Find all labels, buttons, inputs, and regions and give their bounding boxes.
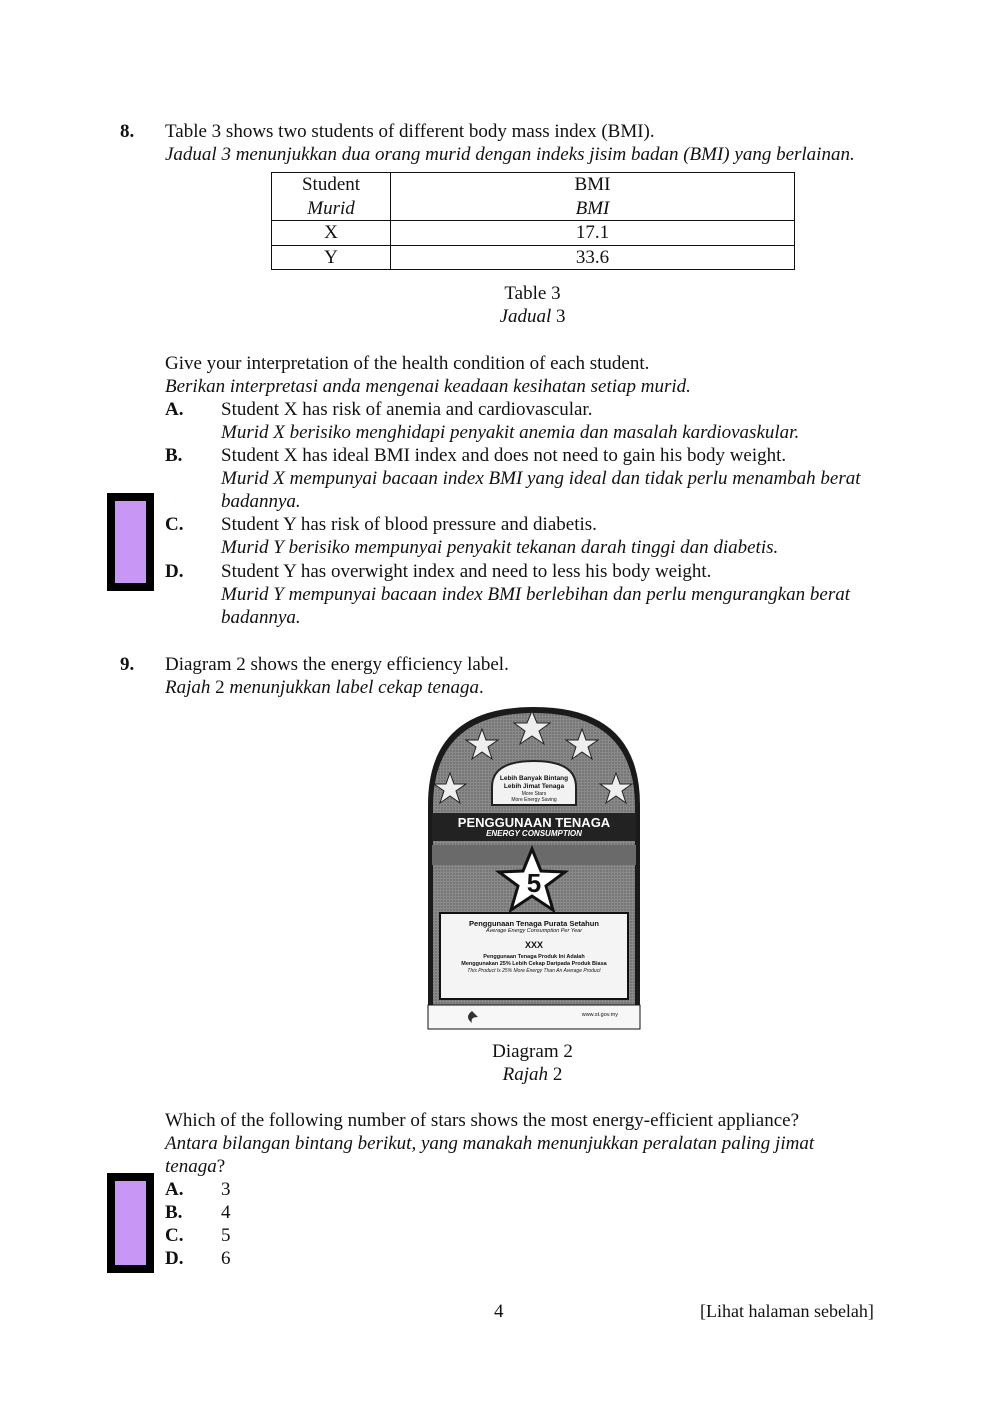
option-c-letter: C.: [165, 514, 184, 535]
answer-drop-box-q9[interactable]: [107, 1173, 154, 1273]
question-9-prompt-malay-2: tenaga?: [165, 1156, 226, 1177]
table-header-bmi: BMI: [391, 173, 795, 197]
caption-number: 2: [552, 1064, 563, 1085]
table-header-murid: Murid: [272, 197, 391, 221]
label-product-malay-2: Menggunakan 25% Lebih Cekap Daripada Produk Biasa: [461, 961, 607, 967]
label-average-malay: Penggunaan Tenaga Purata Setahun: [469, 919, 599, 928]
table-header-row: [272, 173, 795, 197]
diagram-caption-malay: [0, 1063, 1000, 1087]
question-9-number: 9.: [120, 654, 135, 675]
option-b-text-malay-2: badannya.: [221, 491, 301, 512]
option-b-letter: B.: [165, 445, 183, 466]
question-9-stem-malay: Rajah 2 menunjukkan label cekap tenaga.: [165, 677, 484, 698]
option-d-text-malay: Murid Y mempunyai bacaan index BMI berlebihan dan perlu mengurangkan berat: [221, 584, 851, 605]
option-a-value[interactable]: 3: [221, 1179, 231, 1200]
bmi-table: [271, 172, 795, 270]
option-a-letter: A.: [165, 399, 184, 420]
table-cell-student: X: [272, 221, 391, 246]
diagram-caption: Diagram 2: [492, 1041, 573, 1062]
option-c-text[interactable]: Student Y has risk of blood pressure and diabetis.: [221, 514, 597, 535]
label-line-1: Lebih Banyak Bintang: [499, 775, 569, 782]
table-header-student: Student: [272, 173, 391, 197]
label-star-number: 5: [526, 868, 542, 898]
stem-rest: menunjukkan label cekap tenaga: [224, 677, 479, 698]
option-d-letter: D.: [165, 1248, 184, 1269]
table-cell-bmi: 17.1: [391, 221, 795, 246]
table-caption-malay: [0, 305, 1000, 329]
label-line-4: More Energy Saving: [511, 797, 557, 803]
option-c-value[interactable]: 5: [221, 1225, 231, 1246]
option-d-value[interactable]: 6: [221, 1248, 231, 1269]
label-consumption-value: XXX: [524, 940, 543, 950]
option-b-text-malay: Murid X mempunyai bacaan index BMI yang ideal dan tidak perlu menambah berat: [221, 468, 861, 489]
question-8-prompt: Give your interpretation of the health condition of each student.: [165, 353, 650, 374]
label-average-english: Average Energy Consumption Per Year: [485, 928, 583, 934]
energy-efficiency-label: [426, 705, 642, 1030]
label-title: PENGGUNAAN TENAGA: [457, 815, 611, 830]
option-a-letter: A.: [165, 1179, 184, 1200]
prompt-word: tenaga: [165, 1156, 217, 1177]
next-page-note: [Lihat halaman sebelah]: [700, 1301, 874, 1321]
question-8-stem: Table 3 shows two students of different body mass index (BMI).: [165, 121, 655, 142]
option-b-text[interactable]: Student X has ideal BMI index and does not need to gain his body weight.: [221, 445, 787, 466]
option-d-letter: D.: [165, 561, 184, 582]
stem-number: 2: [210, 677, 225, 698]
option-b-letter: B.: [165, 1202, 183, 1223]
label-line-3: More Stars: [521, 791, 547, 797]
caption-word: Rajah: [502, 1064, 549, 1085]
option-b-value[interactable]: 4: [221, 1202, 231, 1223]
option-d-text-malay-2: badannya.: [221, 607, 301, 628]
label-product-english: This Product Is 25% More Energy Than An Average Product: [467, 968, 601, 974]
question-8-number: 8.: [120, 121, 135, 142]
table-cell-student: Y: [272, 245, 391, 270]
label-product-malay-1: Penggunaan Tenaga Produk Ini Adalah: [483, 954, 585, 960]
answer-drop-box-q8[interactable]: [107, 493, 154, 591]
table-header-bmi-malay: BMI: [391, 197, 795, 221]
page-number: 4: [494, 1301, 504, 1322]
table-row: [272, 245, 795, 270]
option-d-text[interactable]: Student Y has overwight index and need to less his body weight.: [221, 561, 712, 582]
option-c-text-malay: Murid Y berisiko mempunyai penyakit tekanan darah tinggi dan diabetis.: [221, 537, 779, 558]
caption-word: Jadual: [499, 306, 552, 327]
table-row: [272, 221, 795, 246]
table-caption: Table 3: [504, 283, 561, 304]
caption-number: 3: [555, 306, 566, 327]
question-8-stem-malay: Jadual 3 menunjukkan dua orang murid dengan indeks jisim badan (BMI) yang berlainan.: [165, 144, 855, 165]
question-9-stem: Diagram 2 shows the energy efficiency label.: [165, 654, 509, 675]
question-8-prompt-malay: Berikan interpretasi anda mengenai keadaan kesihatan setiap murid.: [165, 376, 691, 397]
option-a-text[interactable]: Student X has risk of anemia and cardiovascular.: [221, 399, 593, 420]
option-c-letter: C.: [165, 1225, 184, 1246]
question-9-prompt: Which of the following number of stars shows the most energy-efficient appliance?: [165, 1110, 800, 1131]
question-9-prompt-malay: Antara bilangan bintang berikut, yang manakah menunjukkan peralatan paling jimat: [165, 1133, 815, 1154]
option-a-text-malay: Murid X berisiko menghidapi penyakit anemia dan masalah kardiovaskular.: [221, 422, 800, 443]
label-subtitle: ENERGY CONSUMPTION: [486, 829, 582, 838]
label-footer-url: www.st.gov.my: [581, 1012, 618, 1018]
table-cell-bmi: 33.6: [391, 245, 795, 270]
stem-word: Rajah: [165, 677, 211, 698]
label-line-2: Lebih Jimat Tenaga: [503, 783, 565, 790]
table-header-row-malay: [272, 197, 795, 221]
